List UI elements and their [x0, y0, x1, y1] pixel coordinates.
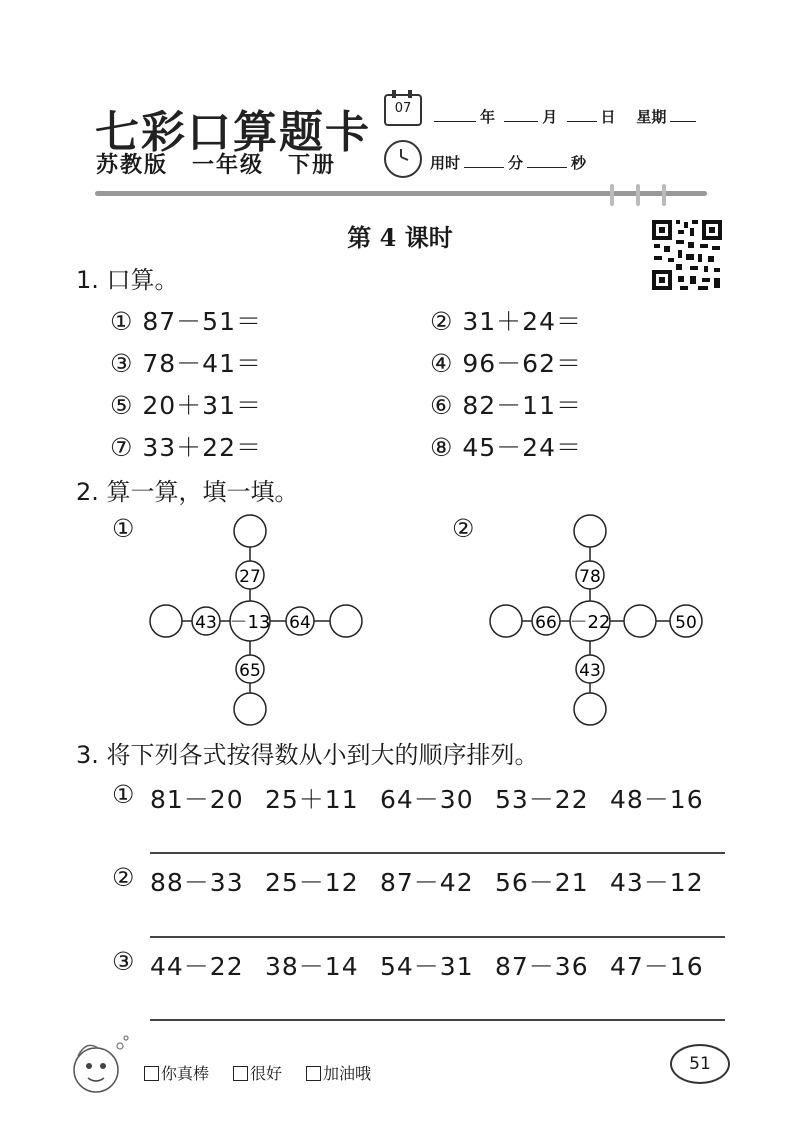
rating-option[interactable]: 很好 — [233, 1061, 282, 1084]
weekday-blank[interactable] — [670, 107, 696, 122]
lesson-title: 第 4 课时 — [347, 223, 453, 252]
order-expression: 38－14 — [265, 952, 359, 981]
order-expression: 87－42 — [380, 868, 474, 897]
edition-label: 苏教版 一年级 下册 — [96, 153, 337, 178]
arith-problem: ④ 96－62＝ — [430, 349, 582, 378]
divider-knob — [636, 184, 640, 206]
minutes-label: 分 — [508, 154, 524, 172]
divider-knob — [610, 184, 614, 206]
number-cross-1 — [140, 505, 380, 730]
year-blank[interactable] — [434, 107, 476, 122]
arith-problem: ⑥ 82－11＝ — [430, 391, 582, 420]
order-expression: 87－36 — [495, 952, 589, 981]
answer-line[interactable] — [150, 852, 725, 854]
order-expression: 54－31 — [380, 952, 474, 981]
order-expression: 81－20 — [150, 785, 244, 814]
checkbox-icon[interactable] — [306, 1066, 321, 1081]
day-label: 日 — [600, 108, 616, 126]
date-fill-line — [430, 106, 700, 127]
order-row-label: ② — [112, 863, 136, 892]
answer-bubble-right[interactable] — [624, 605, 656, 637]
order-expression: 44－22 — [150, 952, 244, 981]
brand-title: 七彩口算题卡 — [95, 107, 371, 158]
cross-label: ② — [452, 514, 476, 543]
time-fill-line — [430, 152, 586, 173]
answer-bubble-bottom[interactable] — [574, 693, 606, 725]
calendar-icon: 07 — [384, 94, 422, 126]
clock-face-icon — [386, 142, 420, 176]
cross-number-left: 43 — [195, 613, 217, 633]
order-expression: 47－16 — [610, 952, 704, 981]
time-used-label: 用时 — [430, 154, 461, 172]
alarm-clock-icon — [384, 140, 422, 178]
cross-operator: －22 — [569, 612, 611, 633]
order-row-label: ① — [112, 780, 136, 809]
page-number: 51 — [670, 1044, 730, 1084]
cartoon-mascot-icon — [68, 1034, 134, 1098]
number-cross-2 — [480, 505, 720, 730]
order-expression: 25＋11 — [265, 785, 359, 814]
cross-operator: －13 — [229, 612, 271, 633]
rating-option[interactable]: 加油哦 — [306, 1061, 371, 1084]
section1-title: 1. 口算。 — [76, 266, 179, 294]
arith-problem: ② 31＋24＝ — [430, 307, 582, 336]
seconds-blank[interactable] — [527, 153, 567, 168]
order-row-label: ③ — [112, 947, 136, 976]
answer-bubble-bottom[interactable] — [234, 693, 266, 725]
section3-title: 3. 将下列各式按得数从小到大的顺序排列。 — [76, 741, 539, 769]
order-expression: 56－21 — [495, 868, 589, 897]
checkbox-icon[interactable] — [144, 1066, 159, 1081]
cross-label: ① — [112, 514, 136, 543]
arith-problem: ③ 78－41＝ — [110, 349, 262, 378]
order-expression: 43－12 — [610, 868, 704, 897]
rating-option[interactable]: 你真棒 — [144, 1061, 209, 1084]
checkbox-icon[interactable] — [233, 1066, 248, 1081]
year-label: 年 — [480, 108, 496, 126]
answer-bubble-top[interactable] — [574, 515, 606, 547]
arith-problem: ① 87－51＝ — [110, 307, 262, 336]
cross-number-bottom: 65 — [239, 661, 261, 681]
cross-number-right: 64 — [289, 613, 311, 633]
arith-problem: ⑦ 33＋22＝ — [110, 433, 262, 462]
cross-number-top: 78 — [579, 567, 601, 587]
seconds-label: 秒 — [571, 154, 587, 172]
order-expression: 48－16 — [610, 785, 704, 814]
cross-number-bottom: 43 — [579, 661, 601, 681]
section2-title: 2. 算一算，填一填。 — [76, 478, 299, 506]
answer-bubble-left[interactable] — [150, 605, 182, 637]
day-blank[interactable] — [567, 107, 597, 122]
cross-number-right-outer: 50 — [675, 613, 697, 633]
qr-code[interactable] — [650, 218, 724, 292]
order-expression: 25－12 — [265, 868, 359, 897]
answer-line[interactable] — [150, 1019, 725, 1021]
minutes-blank[interactable] — [464, 153, 504, 168]
answer-bubble-top[interactable] — [234, 515, 266, 547]
weekday-label: 星期 — [636, 108, 667, 126]
cross-number-left: 66 — [535, 613, 557, 633]
cross-number-top: 27 — [239, 567, 261, 587]
arith-problem: ⑤ 20＋31＝ — [110, 391, 262, 420]
order-expression: 64－30 — [380, 785, 474, 814]
order-expression: 53－22 — [495, 785, 589, 814]
month-blank[interactable] — [504, 107, 538, 122]
header-divider — [95, 191, 707, 196]
divider-knob — [662, 184, 666, 206]
month-label: 月 — [542, 108, 558, 126]
arith-problem: ⑧ 45－24＝ — [430, 433, 582, 462]
order-expression: 88－33 — [150, 868, 244, 897]
answer-line[interactable] — [150, 936, 725, 938]
answer-bubble-right[interactable] — [330, 605, 362, 637]
answer-bubble-left[interactable] — [490, 605, 522, 637]
